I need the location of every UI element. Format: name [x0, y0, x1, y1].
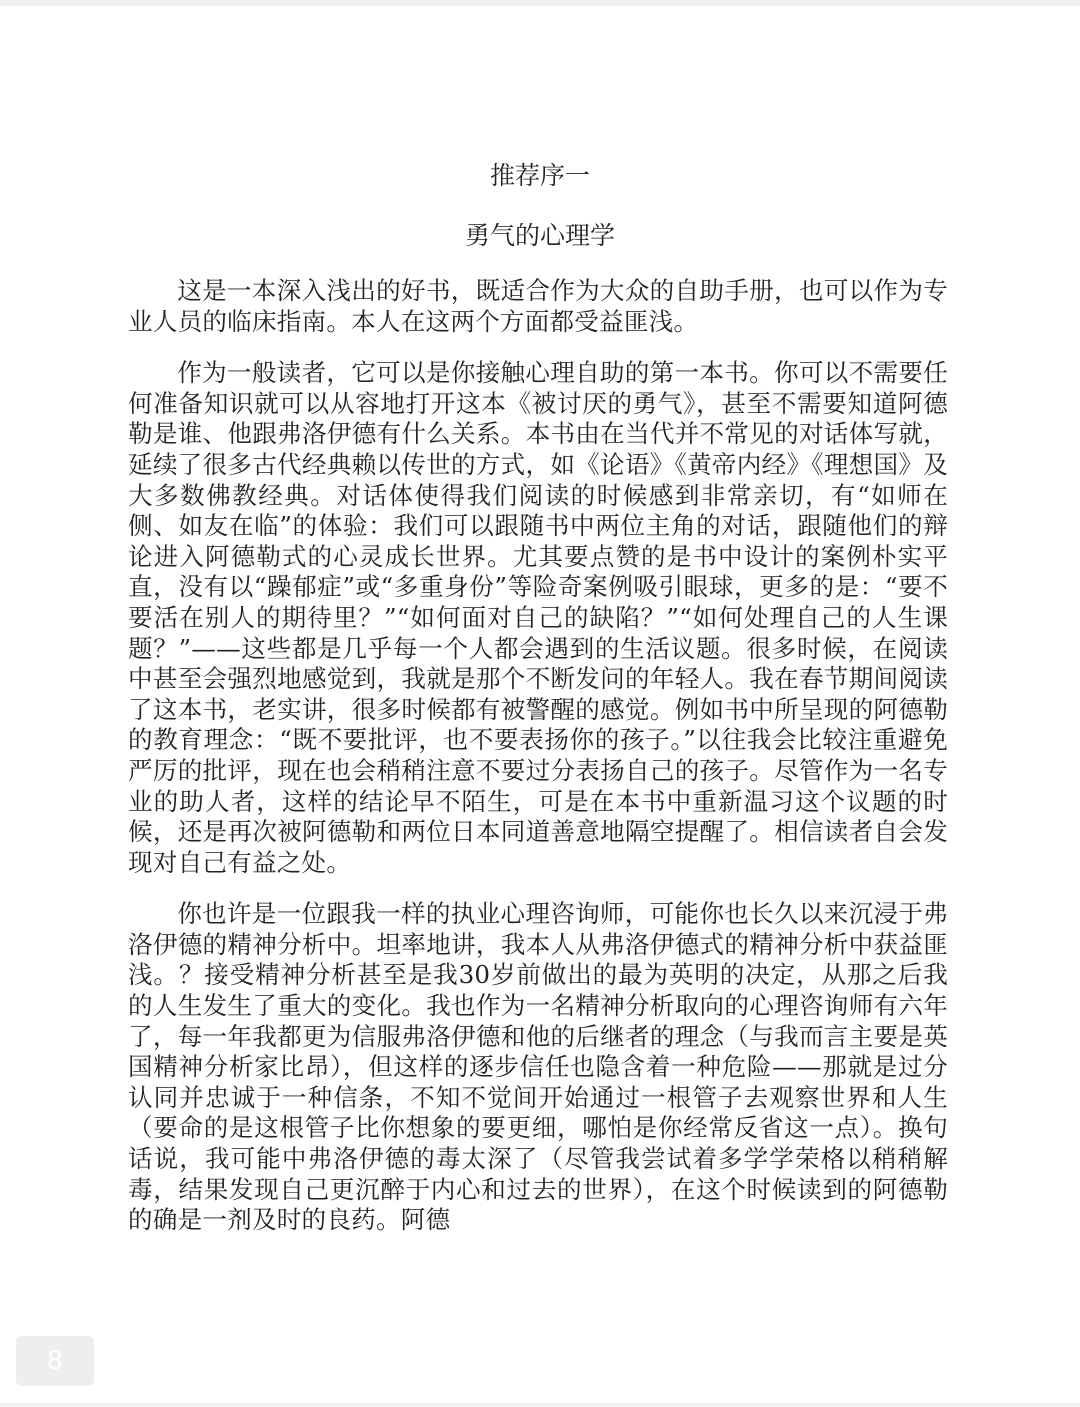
page-number: 8 — [46, 1346, 64, 1376]
page-number-indicator[interactable] — [16, 1336, 94, 1386]
top-status-strip — [0, 0, 1080, 6]
chapter-title: 勇气的心理学 — [464, 221, 615, 250]
chapter-label: 推荐序一 — [489, 161, 590, 190]
paragraph-1: 这是一本深入浅出的好书，既适合作为大众的自助手册，也可以作为专业人员的临床指南。本人在这两个方面都受益匪浅。 — [128, 276, 948, 336]
book-page — [128, 150, 948, 1257]
bottom-strip — [0, 1403, 1080, 1407]
paragraph-2: 作为一般读者，它可以是你接触心理自助的第一本书。你可以不需要任何准备知识就可以从容地打开这本《被讨厌的勇气》，甚至不需要知道阿德勒是谁、他跟弗洛伊德有什么关系。本书由在当代并不常见的对话体写就，延续了很多古代经典赖以传世的方式，如《论语》《黄帝内经》《理想国》及大多数佛教经典。对话体使得我们阅读的时候感到非常亲切，有“如师在侧、如友在临”的体验：我们可以跟随书中两位主角的对话，跟随他们的辩论进入阿德勒式的心灵成长世界。尤其要点赞的是书中设计的案例朴实平直，没有以“躁郁症”或“多重身份”等险奇案例吸引眼球，更多的是：“要不要活在别人的期待里？”“如何面对自己的缺陷？”“如何处理自己的人生课题？”——这些都是几乎每一个人都会遇到的生活议题。很多时候，在阅读中甚至会强烈地感觉到，我就是那个不断发问的年轻人。我在春节期间阅读了这本书，老实讲，很多时候都有被警醒的感觉。例如书中所呈现的阿德勒的教育理念：“既不要批评，也不要表扬你的孩子。”以往我会比较注重避免严厉的批评，现在也会稍稍注意不要过分表扬自己的孩子。尽管作为一名专业的助人者，这样的结论早不陌生，可是在本书中重新温习这个议题的时候，还是再次被阿德勒和两位日本同道善意地隔空提醒了。相信读者自会发现对自己有益之处。 — [128, 358, 948, 877]
paragraph-3: 你也许是一位跟我一样的执业心理咨询师，可能你也长久以来沉浸于弗洛伊德的精神分析中。坦率地讲，我本人从弗洛伊德式的精神分析中获益匪浅。？接受精神分析甚至是我30岁前做出的最为英明的决定，从那之后我的人生发生了重大的变化。我也作为一名精神分析取向的心理咨询师有六年了，每一年我都更为信服弗洛伊德和他的后继者的理念（与我而言主要是英国精神分析家比昂），但这样的逐步信任也隐含着一种危险——那就是过分认同并忠诚于一种信条，不知不觉间开始通过一根管子去观察世界和人生（要命的是这根管子比你想象的要更细，哪怕是你经常反省这一点）。换句话说，我可能中弗洛伊德的毒太深了（尽管我尝试着多学学荣格以稍稍解毒，结果发现自己更沉醉于内心和过去的世界），在这个时候读到的阿德勒的确是一剂及时的良药。阿德 — [128, 899, 948, 1235]
